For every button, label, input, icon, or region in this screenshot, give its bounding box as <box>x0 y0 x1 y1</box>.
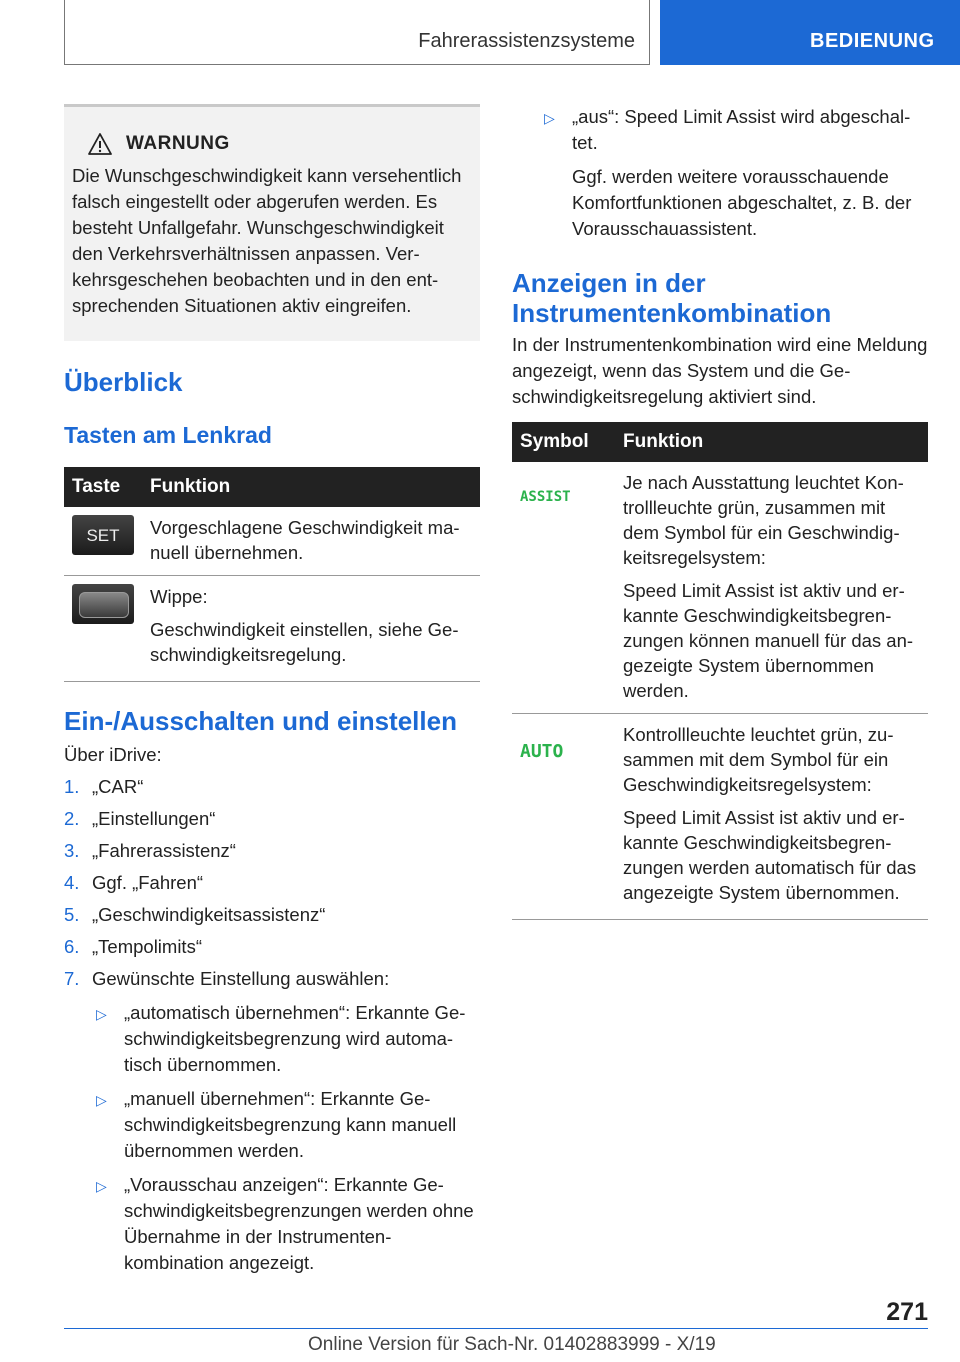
page-number: 271 <box>886 1298 928 1326</box>
step-text: „CAR“ <box>92 776 144 797</box>
table-row <box>512 714 928 920</box>
step-text: Ggf. „Fahren“ <box>92 872 204 893</box>
steering-keys-table <box>64 467 480 682</box>
function-text: Speed Limit Assist ist aktiv und erkannte Geschwindigkeitsbegrenzungen werden automatisch für das angezeigte System übernommen. <box>623 807 917 903</box>
page-header <box>0 0 960 66</box>
list-item <box>94 1172 480 1276</box>
table-row <box>512 462 928 714</box>
list-item <box>94 1000 480 1078</box>
step-text: „Tempolimits“ <box>92 936 202 957</box>
function-text: Speed Limit Assist ist aktiv und erkannte Geschwindigkeitsbegrenzungen können manuell für das angezeigte System übernommen werden. <box>623 580 914 701</box>
table-row <box>64 507 480 576</box>
warning-triangle-icon <box>88 133 112 155</box>
option-text: „aus“: Speed Limit Assist wird abgeschaltet. <box>572 106 911 153</box>
function-cell <box>615 462 928 714</box>
symbol-cell <box>512 462 615 714</box>
list-item <box>64 966 480 992</box>
overview-heading: Überblick <box>64 367 183 397</box>
symbol-cell <box>512 714 615 920</box>
options-list-continued <box>542 104 928 242</box>
triangle-bullet-icon: ▷ <box>544 110 555 126</box>
list-item <box>64 838 480 864</box>
step-number: 7. <box>64 968 80 989</box>
warning-title: WARNUNG <box>126 133 230 154</box>
header-section-title: Fahrerassistenzsysteme <box>418 30 635 52</box>
table-header-function: Funktion <box>142 467 480 507</box>
triangle-bullet-icon: ▷ <box>96 1178 107 1194</box>
step-number: 6. <box>64 936 80 957</box>
warning-box <box>64 104 480 341</box>
header-chapter-tab[interactable] <box>660 0 960 65</box>
step-number: 4. <box>64 872 80 893</box>
step-number: 2. <box>64 808 80 829</box>
display-heading-line2: Instrumentenkombination <box>512 298 832 328</box>
step-number: 5. <box>64 904 80 925</box>
right-column <box>512 104 928 920</box>
header-chapter-label: BEDIENUNG <box>810 30 935 52</box>
display-heading <box>512 268 928 328</box>
footer-divider <box>64 1328 928 1329</box>
step-text: „Geschwindigkeitsassistenz“ <box>92 904 326 925</box>
key-cell <box>64 507 142 576</box>
header-section-box <box>64 0 650 65</box>
function-cell <box>142 576 480 682</box>
steering-keys-heading: Tasten am Lenkrad <box>64 422 272 448</box>
function-cell <box>142 507 480 576</box>
left-column <box>64 104 480 1276</box>
display-intro: In der Instrumentenkombination wird eine Meldung angezeigt, wenn das System und die Geschwindigkeitsregelung aktiviert sind. <box>512 334 928 407</box>
display-heading-line1: Anzeigen in der <box>512 268 706 298</box>
list-item <box>64 902 480 928</box>
table-header-key: Taste <box>64 467 142 507</box>
option-note: Ggf. werden weitere vorausschauende Komfortfunktionen abgeschaltet, z. B. der Vorausschauassistent. <box>572 166 912 239</box>
list-item <box>94 1086 480 1164</box>
table-header-symbol: Symbol <box>512 422 615 462</box>
table-header-row <box>512 422 928 462</box>
list-item <box>64 806 480 832</box>
warning-text: Die Wunschgeschwindigkeit kann versehentlich falsch eingestellt oder abgerufen werden. Es besteht Unfallgefahr. Wunschgeschwindigkeit den Verkehrsverhältnissen anpassen. Verkehrsgeschehen beobachten und in den entsprechenden Situationen aktiv eingreifen. <box>72 165 462 316</box>
auto-symbol-icon: AUTO <box>520 741 564 762</box>
warning-header <box>88 133 472 155</box>
steps-list <box>64 774 480 992</box>
function-text: Kontrollleuchte leuchtet grün, zusammen mit dem Symbol für ein Geschwindigkeitsregelsystem: <box>623 724 894 795</box>
set-key-label: SET <box>86 525 120 545</box>
table-header-row <box>64 467 480 507</box>
function-cell <box>615 714 928 920</box>
list-item <box>64 870 480 896</box>
list-item <box>64 774 480 800</box>
list-item <box>64 934 480 960</box>
onoff-heading: Ein-/Ausschalten und einstellen <box>64 706 457 736</box>
table-row <box>64 576 480 682</box>
function-text: Je nach Ausstattung leuchtet Kontrollleuchte grün, zusammen mit dem Symbol für ein Geschwindigkeitsregelsystem: <box>623 472 904 568</box>
rocker-switch-icon <box>72 584 134 624</box>
assist-symbol-icon: ASSIST <box>520 489 571 505</box>
option-text: „automatisch übernehmen“: Erkannte Geschwindigkeitsbegrenzung wird automatisch übernommen. <box>124 1002 466 1075</box>
table-header-function: Funktion <box>615 422 928 462</box>
step-text: Gewünschte Einstellung auswählen: <box>92 968 390 989</box>
option-text-block <box>572 104 928 242</box>
key-cell <box>64 576 142 682</box>
triangle-bullet-icon: ▷ <box>96 1092 107 1108</box>
list-item <box>542 104 928 242</box>
display-symbols-table <box>512 422 928 920</box>
option-text: „manuell übernehmen“: Erkannte Geschwindigkeitsbegrenzung kann manuell übernommen werden. <box>124 1088 457 1161</box>
option-text: „Vorausschau anzeigen“: Erkannte Geschwindigkeitsbegrenzungen werden ohne Übernahme in der Instrumentenkombination angezeigt. <box>124 1174 474 1273</box>
step-text: „Einstellungen“ <box>92 808 216 829</box>
set-key-icon <box>72 515 134 555</box>
triangle-bullet-icon: ▷ <box>96 1006 107 1022</box>
function-text: Wippe: <box>150 586 208 607</box>
function-text: Geschwindigkeit einstellen, siehe Geschwindigkeitsregelung. <box>150 619 459 665</box>
options-list <box>94 1000 480 1276</box>
step-text: „Fahrerassistenz“ <box>92 840 236 861</box>
function-text: Vorgeschlagene Geschwindigkeit manuell übernehmen. <box>150 517 460 563</box>
step-number: 1. <box>64 776 80 797</box>
step-number: 3. <box>64 840 80 861</box>
footer-version-text: Online Version für Sach-Nr. 01402883999 - X/19 <box>308 1334 716 1355</box>
onoff-intro: Über iDrive: <box>64 744 162 765</box>
